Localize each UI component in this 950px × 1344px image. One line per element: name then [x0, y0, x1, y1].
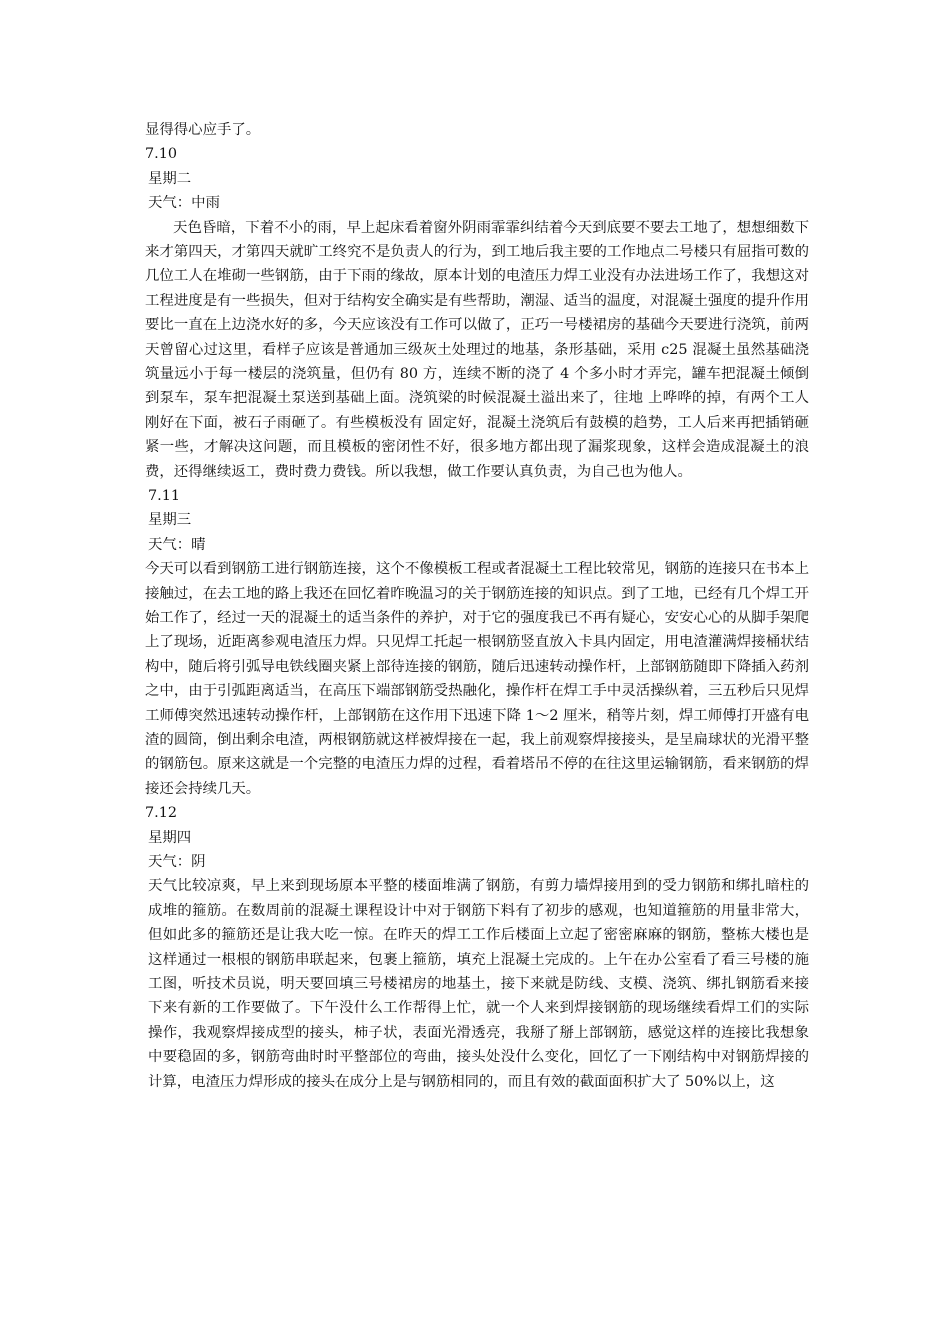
entry-weekday: 星期三: [148, 512, 192, 529]
entry-weather: 天气：晴: [148, 536, 206, 553]
entry-date: 7.10: [145, 146, 178, 163]
entry-body: 天气比较凉爽，早上来到现场原本平整的楼面堆满了钢筋，有剪力墙焊接用到的受力钢筋和绑扎暗柱的成堆的箍筋。在数周前的混凝土课程设计中对于钢筋下料有了初步的感观，也知道箍筋的用量非常大，但如此多的箍筋还是让我大吃一惊。在昨天的焊工工作后楼面上立起了密密麻麻的钢筋，整栋大楼也是这样通过一根根的钢筋串联起来，包裹上箍筋，填充上混凝土完成的。上午在办公室看了看三号楼的施工图，听技术员说，明天要回填三号楼裙房的地基土，接下来就是防线、支模、浇筑、绑扎钢筋看来接下来有新的工作要做了。下午没什么工作帮得上忙，就一个人来到焊接钢筋的现场继续看焊工们的实际操作，我观察焊接成型的接头，柿子状，表面光滑透亮，我掰了掰上部钢筋，感觉这样的连接比我想象中要稳固的多，钢筋弯曲时时平整部位的弯曲，接头处没什么变化，回忆了一下刚结构中对钢筋焊接的计算，电渣压力焊形成的接头在成分上是与钢筋相同的，而且有效的截面面积扩大了 50%以上，这: [148, 878, 809, 1090]
entry-weekday: 星期四: [148, 829, 192, 846]
document-page: [145, 118, 809, 1094]
entry-weather: 天气：中雨: [148, 195, 220, 212]
entry-date: 7.11: [148, 488, 181, 505]
entry-body: 今天可以看到钢筋工进行钢筋连接，这个不像模板工程或者混凝土工程比较常见，钢筋的连接只在书本上接触过，在去工地的路上我还在回忆着昨晚温习的关于钢筋连接的知识点。到了工地，已经有几个焊工开始工作了，经过一天的混凝土的适当条件的养护，对于它的强度我已不再有疑心，安安心心的从脚手架爬上了现场，近距离参观电渣压力焊。只见焊工托起一根钢筋竖直放入卡具内固定，用电渣灌满焊接桶状结构中，随后将引弧导电铁线圈夹紧上部待连接的钢筋，随后迅速转动操作杆，上部钢筋随即下降插入药剂之中，由于引弧距离适当，在高压下端部钢筋受热融化，操作杆在焊工手中灵活操纵着，三五秒后只见焊工师傅突然迅速转动操作杆，上部钢筋在这作用下迅速下降 1～2 厘米，稍等片刻，焊工师傅打开盛有电渣的圆筒，倒出剩余电渣，两根钢筋就这样被焊接在一起，我上前观察焊接接头，是呈扁球状的光滑平整的钢筋包。原来这就是一个完整的电渣压力焊的过程，看着塔吊不停的在往这里运输钢筋，看来钢筋的焊接还会持续几天。: [145, 561, 809, 797]
entry-weather: 天气：阴: [148, 854, 206, 871]
opening-line: 显得得心应手了。: [145, 122, 261, 138]
entry-weekday: 星期二: [148, 170, 192, 187]
entry-body: 天色昏暗，下着不小的雨，早上起床看着窗外阴雨霏霏纠结着今天到底要不要去工地了，想想细数下来才第四天，才第四天就旷工终究不是负责人的行为，到工地后我主要的工作地点二号楼只有屈指可数的几位工人在堆砌一些钢筋，由于下雨的缘故，原本计划的电渣压力焊工业没有办法进场工作了，我想这对工程进度是有一些损失，但对于结构安全确实是有些帮助，潮湿、适当的温度，对混凝土强度的提升作用要比一直在上边浇水好的多，今天应该没有工作可以做了，正巧一号楼裙房的基础今天要进行浇筑，前两天曾留心过这里，看样子应该是普通加三级灰土处理过的地基，条形基础，采用 c25 混凝土虽然基础浇筑量远小于每一楼层的浇筑量，但仍有 80 方，连续不断的浇了 4 个多小时才弄完，罐车把混凝土倾倒到泵车，泵车把混凝土泵送到基础上面。浇筑梁的时候混凝土溢出来了，往地 上哗哗的掉，有两个工人刚好在下面，被石子雨砸了。有些模板没有 固定好，混凝土浇筑后有鼓模的趋势，工人后来再把插销砸紧一些，才解决这问题，而且模板的密闭性不好，很多地方都出现了漏浆现象，这样会造成混凝土的浪费，还得继续返工，费时费力费钱。所以我想，做工作要认真负责，为自己也为他人。: [145, 219, 809, 480]
entry-date: 7.12: [145, 805, 178, 822]
